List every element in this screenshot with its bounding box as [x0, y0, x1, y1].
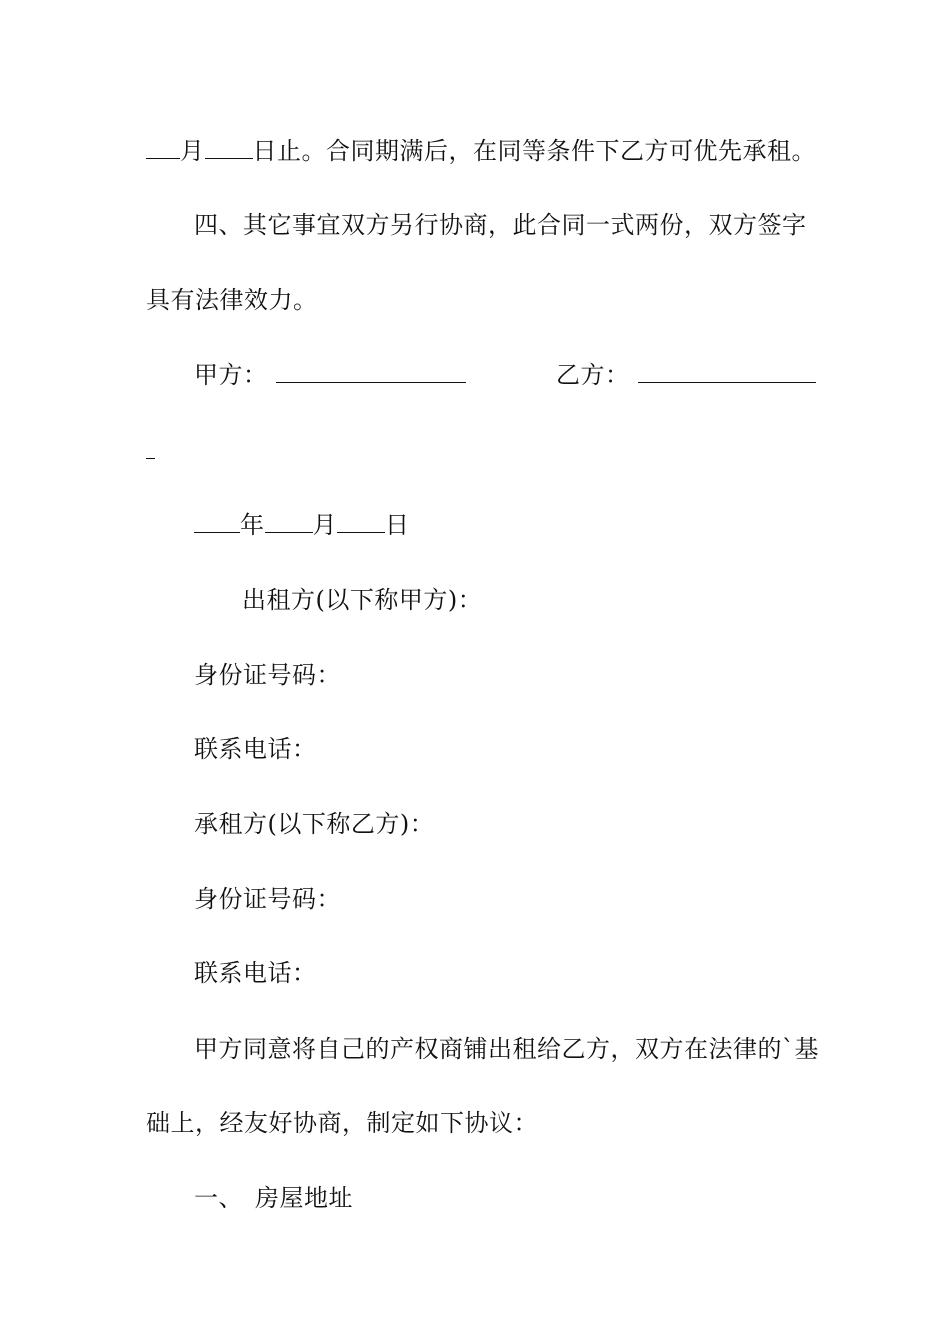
party-a-signature	[194, 360, 466, 390]
date-month-label: 月	[312, 511, 337, 539]
blank-day-2	[337, 510, 385, 533]
date-day-label: 日	[385, 511, 410, 539]
blank-year	[194, 510, 240, 533]
lessee-id-label: 身份证号码：	[194, 885, 341, 913]
lessee-phone-label: 联系电话：	[194, 959, 317, 987]
overflow-underline	[146, 436, 155, 459]
party-b-label: 乙方：	[556, 361, 630, 389]
lessor-id-label: 身份证号码：	[194, 661, 341, 689]
term-end-line	[146, 136, 816, 166]
party-b-blank-overflow	[146, 436, 155, 466]
lessee-label: 承租方(以下称乙方)：	[194, 810, 435, 838]
party-b-blank	[638, 360, 816, 383]
lessor-label: 出租方(以下称甲方)：	[242, 586, 483, 614]
term-end-text: 日止。合同期满后，在同等条件下乙方可优先承租。	[252, 137, 816, 165]
party-a-label: 甲方：	[194, 361, 268, 389]
date-year-label: 年	[240, 511, 265, 539]
clause-4-line-2: 具有法律效力。	[146, 286, 318, 314]
section-1-title: 房屋地址	[255, 1184, 353, 1212]
section-1-number: 一、	[194, 1184, 243, 1212]
section-1-heading	[194, 1183, 353, 1213]
clause-4-line-1: 四、其它事宜双方另行协商，此合同一式两份，双方签字	[194, 211, 807, 239]
term-month-label: 月	[180, 137, 205, 165]
blank-month	[146, 136, 180, 159]
blank-month-2	[265, 510, 313, 533]
signature-date	[194, 510, 410, 540]
blank-day	[205, 136, 253, 159]
party-b-signature	[556, 360, 816, 390]
intro-line-1: 甲方同意将自己的产权商铺出租给乙方，双方在法律的`基	[194, 1035, 819, 1063]
intro-line-2: 础上，经友好协商，制定如下协议：	[146, 1109, 538, 1137]
party-a-blank	[276, 360, 466, 383]
lessor-phone-label: 联系电话：	[194, 735, 317, 763]
